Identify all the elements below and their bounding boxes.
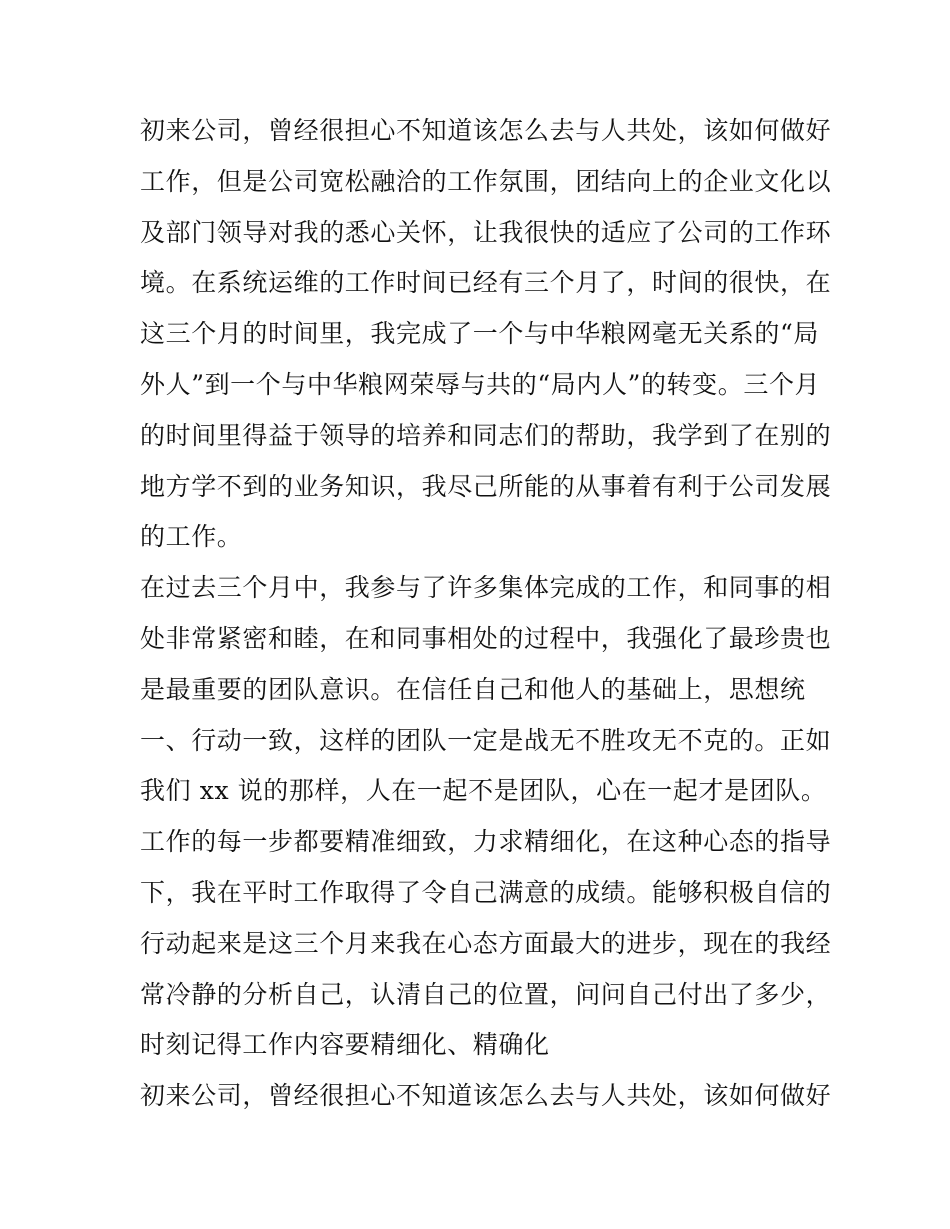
text-line: 处非常紧密和睦，在和同事相处的过程中，我强化了最珍贵也 <box>140 623 832 653</box>
text-line: 初来公司，曾经很担心不知道该怎么去与人共处，该如何做好 <box>140 1081 832 1111</box>
text-line: 下，我在平时工作取得了令自己满意的成绩。能够积极自信的 <box>140 877 832 907</box>
text-line: 初来公司，曾经很担心不知道该怎么去与人共处，该如何做好 <box>140 116 832 145</box>
text-line: 地方学不到的业务知识，我尽己所能的从事着有利于公司发展 <box>140 471 832 501</box>
text-line: 行动起来是这三个月来我在心态方面最大的进步，现在的我经 <box>140 928 832 958</box>
text-line: 我们 xx 说的那样，人在一起不是团队，心在一起才是团队。 <box>140 776 827 806</box>
text-line: 工作的每一步都要精准细致，力求精细化，在这种心态的指导 <box>140 827 832 857</box>
text-line: 是最重要的团队意识。在信任自己和他人的基础上，思想统 <box>140 674 806 704</box>
text-line: 这三个月的时间里，我完成了一个与中华粮网毫无关系的“局 <box>140 319 819 349</box>
text-line: 常冷静的分析自己，认清自己的位置，问问自己付出了多少， <box>140 979 832 1009</box>
text-line: 工作，但是公司宽松融洽的工作氛围，团结向上的企业文化以 <box>140 166 832 196</box>
text-line: 在过去三个月中，我参与了许多集体完成的工作，和同事的相 <box>140 573 832 603</box>
document-body <box>140 106 832 1122</box>
text-line: 的时间里得益于领导的培养和同志们的帮助，我学到了在别的 <box>140 420 832 450</box>
text-line: 及部门领导对我的悉心关怀，让我很快的适应了公司的工作环 <box>140 217 832 247</box>
text-line: 境。在系统运维的工作时间已经有三个月了，时间的很快，在 <box>140 268 832 298</box>
text-line: 一、行动一致，这样的团队一定是战无不胜攻无不克的。正如 <box>140 725 832 755</box>
text-line: 外人”到一个与中华粮网荣辱与共的“局内人”的转变。三个月 <box>140 369 821 399</box>
text-line: 时刻记得工作内容要精细化、精确化 <box>140 1030 550 1060</box>
text-line: 的工作。 <box>140 522 243 552</box>
